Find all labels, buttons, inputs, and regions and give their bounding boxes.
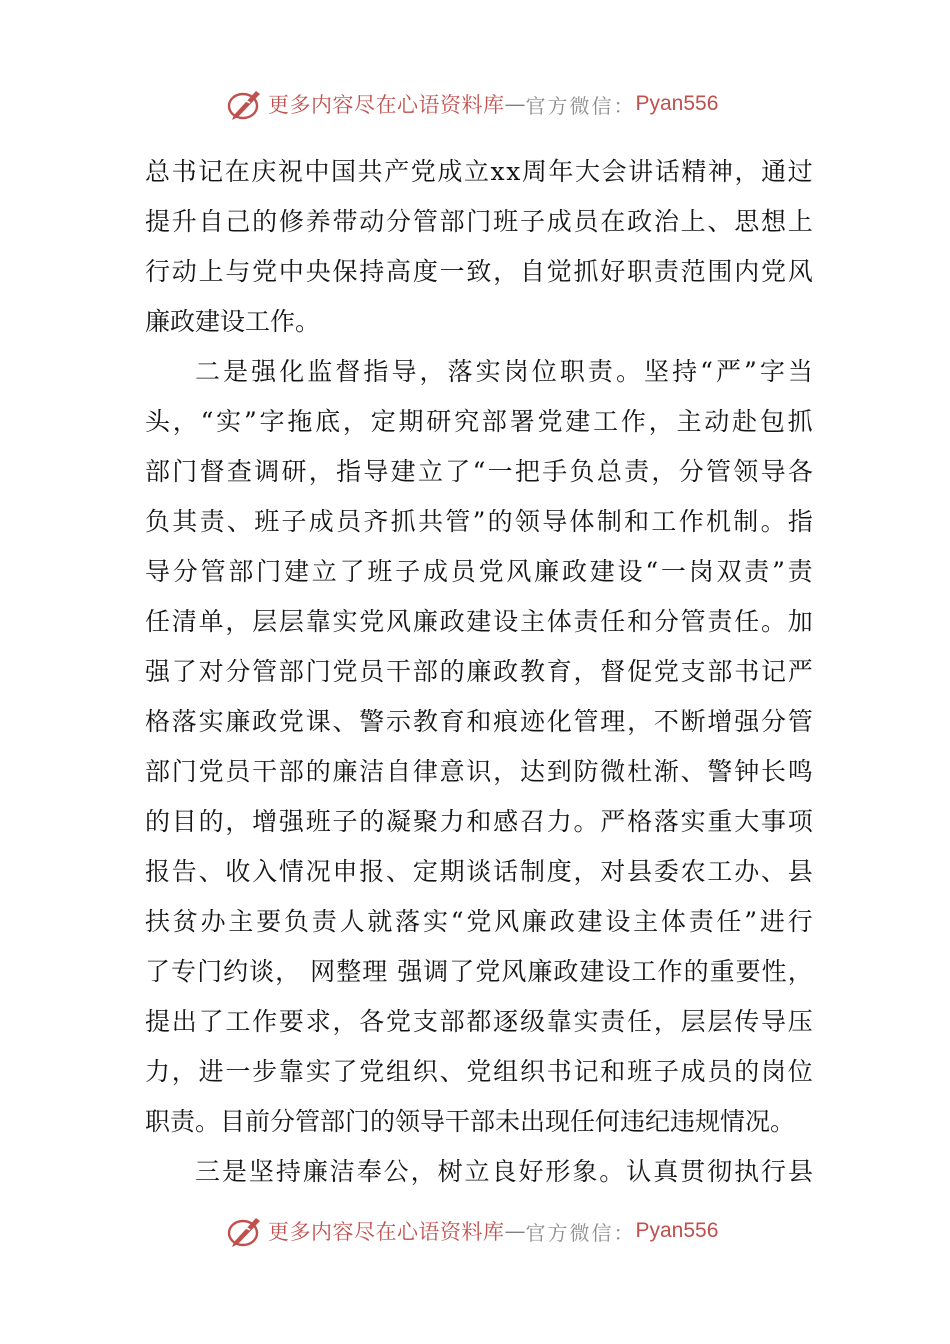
banner-wechat-label: 官方微信： xyxy=(525,1220,636,1245)
paragraph-2-line: 头 ， “ 实 ” 字 拖 底 ， 定 期 研 究 部 署 党 建 工 作 ， 主 动 赴 包 抓 xyxy=(145,407,813,436)
paragraph-2-line: 职责。目前分管部门的领导干部未出现任何违纪违规情况。 xyxy=(145,1107,796,1136)
pen-logo-icon xyxy=(226,1212,264,1250)
paragraph-2-line: 扶 贫 办 主 要 负 责 人 就 落 实 “ 党 风 廉 政 建 设 主 体 责 任 ” 进 行 xyxy=(145,907,813,936)
banner-text: 更多内容尽在心语资料库 xyxy=(268,1220,505,1244)
banner-separator: — xyxy=(504,92,526,116)
pen-logo-icon xyxy=(226,85,264,123)
banner-text: 更多内容尽在心语资料库 xyxy=(268,93,505,117)
paragraph-2-line: 强 了 对 分 管 部 门 党 员 干 部 的 廉 政 教 育 ， 督 促 党 支 部 书 记 严 xyxy=(145,657,813,686)
paragraph-2-line: 提 出 了 工 作 要 求 ， 各 党 支 部 都 逐 级 靠 实 责 任 ， 层 层 传 导 压 xyxy=(145,1007,813,1036)
paragraph-2-line: 任 清 单 ， 层 层 靠 实 党 风 廉 政 建 设 主 体 责 任 和 分 管 责 任 。 加 xyxy=(145,607,813,636)
paragraph-2-line: 报 告 、 收 入 情 况 申 报 、 定 期 谈 话 制 度 ， 对 县 委 农 工 办 、 县 xyxy=(145,857,813,886)
paragraph-2-line: 的 目 的 ， 增 强 班 子 的 凝 聚 力 和 感 召 力 。 严 格 落 实 重 大 事 项 xyxy=(145,807,813,836)
paragraph-3-line: 三 是 坚 持 廉 洁 奉 公 ， 树 立 良 好 形 象 。 认 真 贯 彻 执 行 县 xyxy=(195,1157,813,1186)
paragraph-1-line: 总 书 记 在 庆 祝 中 国 共 产 党 成 立 x x 周 年 大 会 讲 话 精 神 ， 通 过 xyxy=(145,157,813,186)
paragraph-2-line: 部 门 督 查 调 研 ， 指 导 建 立 了 “ 一 把 手 负 总 责 ， 分 管 领 导 各 xyxy=(145,457,813,486)
paragraph-2-line: 格 落 实 廉 政 党 课 、 警 示 教 育 和 痕 迹 化 管 理 ， 不 断 增 强 分 管 xyxy=(145,707,813,736)
paragraph-2-line: 导 分 管 部 门 建 立 了 班 子 成 员 党 风 廉 政 建 设 “ 一 岗 双 责 ” 责 xyxy=(145,557,813,586)
document-body xyxy=(145,147,813,1197)
paragraph-2-line: 了 专 门 约 谈 ， 网 整 理 强 调 了 党 风 廉 政 建 设 工 作 的 重 要 性 ， xyxy=(145,957,813,986)
paragraph-1-line: 廉政建设工作。 xyxy=(145,307,321,336)
banner-wechat-id: Pyan556 xyxy=(635,92,719,115)
paragraph-2-line: 负 其 责 、 班 子 成 员 齐 抓 共 管 ” 的 领 导 体 制 和 工 作 机 制 。 指 xyxy=(145,507,813,536)
paragraph-2-line: 力 ， 进 一 步 靠 实 了 党 组 织 、 党 组 织 书 记 和 班 子 成 员 的 岗 位 xyxy=(145,1057,813,1086)
paragraph-2-line: 二 是 强 化 监 督 指 导 ， 落 实 岗 位 职 责 。 坚 持 “ 严 ” 字 当 xyxy=(195,357,813,386)
banner-separator: — xyxy=(504,1219,526,1243)
paragraph-2-line: 部 门 党 员 干 部 的 廉 洁 自 律 意 识 ， 达 到 防 微 杜 渐 、 警 钟 长 鸣 xyxy=(145,757,813,786)
paragraph-1-line: 提 升 自 己 的 修 养 带 动 分 管 部 门 班 子 成 员 在 政 治 上 、 思 想 上 xyxy=(145,207,813,236)
footer-banner xyxy=(226,1211,718,1251)
header-banner xyxy=(226,84,718,124)
banner-wechat-id: Pyan556 xyxy=(635,1219,719,1242)
banner-wechat-label: 官方微信： xyxy=(525,93,636,118)
paragraph-1-line: 行 动 上 与 党 中 央 保 持 高 度 一 致 ， 自 觉 抓 好 职 责 范 围 内 党 风 xyxy=(145,257,813,286)
